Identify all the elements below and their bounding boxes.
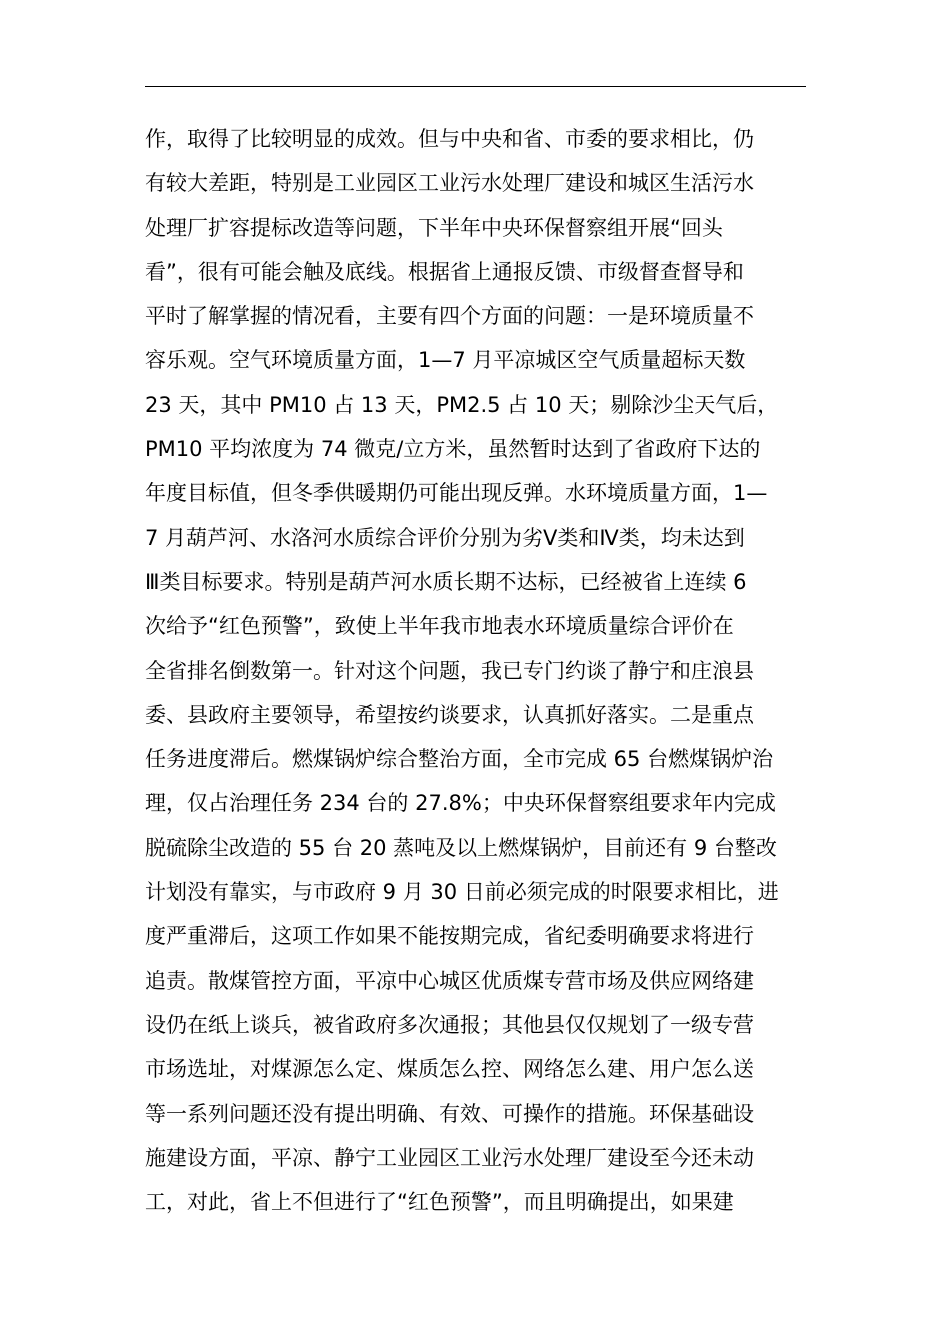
text-line: 度严重滞后，这项工作如果不能按期完成，省纪委明确要求将进行 xyxy=(145,924,754,949)
text-line: 施建设方面，平凉、静宁工业园区工业污水处理厂建设至今还未动 xyxy=(145,1145,754,1170)
text-line: 有较大差距，特别是工业园区工业污水处理厂建设和城区生活污水 xyxy=(145,171,754,196)
text-line: 计划没有靠实，与市政府 9 月 30 日前必须完成的时限要求相比，进 xyxy=(145,880,779,905)
text-line: 年度目标值，但冬季供暖期仍可能出现反弹。水环境质量方面，1— xyxy=(145,481,768,506)
text-line: 23 天，其中 PM10 占 13 天，PM2.5 占 10 天；剔除沙尘天气后， xyxy=(145,392,779,417)
text-line: 等一系列问题还没有提出明确、有效、可操作的措施。环保基础设 xyxy=(145,1101,754,1126)
text-line: 看”，很有可能会触及底线。根据省上通报反馈、市级督查督导和 xyxy=(145,259,744,284)
text-line: 设仍在纸上谈兵，被省政府多次通报；其他县仅仅规划了一级专营 xyxy=(145,1012,754,1037)
text-line: 处理厂扩容提标改造等问题，下半年中央环保督察组开展“回头 xyxy=(145,215,723,240)
text-line: 工，对此，省上不但进行了“红色预警”，而且明确提出，如果建 xyxy=(145,1190,734,1215)
text-line: Ⅲ类目标要求。特别是葫芦河水质长期不达标，已经被省上连续 6 xyxy=(145,569,747,594)
text-line: 容乐观。空气环境质量方面，1—7 月平凉城区空气质量超标天数 xyxy=(145,348,746,373)
text-line: 脱硫除尘改造的 55 台 20 蒸吨及以上燃煤锅炉，目前还有 9 台整改 xyxy=(145,835,777,860)
header-rule xyxy=(145,86,806,87)
text-line: 次给予“红色预警”，致使上半年我市地表水环境质量综合评价在 xyxy=(145,614,734,639)
text-line: 平时了解掌握的情况看，主要有四个方面的问题：一是环境质量不 xyxy=(145,304,754,329)
text-line: 全省排名倒数第一。针对这个问题，我已专门约谈了静宁和庄浪县 xyxy=(145,658,754,683)
text-line: 理，仅占治理任务 234 台的 27.8%；中央环保督察组要求年内完成 xyxy=(145,791,776,816)
text-line: 作，取得了比较明显的成效。但与中央和省、市委的要求相比，仍 xyxy=(145,127,754,151)
text-line: PM10 平均浓度为 74 微克/立方米，虽然暂时达到了省政府下达的 xyxy=(145,437,761,462)
text-line: 委、县政府主要领导，希望按约谈要求，认真抓好落实。二是重点 xyxy=(145,702,754,727)
text-line: 7 月葫芦河、水洛河水质综合评价分别为劣Ⅴ类和Ⅳ类，均未达到 xyxy=(145,525,745,550)
text-line: 追责。散煤管控方面，平凉中心城区优质煤专营市场及供应网络建 xyxy=(145,968,754,993)
text-line: 任务进度滞后。燃煤锅炉综合整治方面，全市完成 65 台燃煤锅炉治 xyxy=(145,747,774,772)
body-text xyxy=(145,117,806,1224)
text-line: 市场选址，对煤源怎么定、煤质怎么控、网络怎么建、用户怎么送 xyxy=(145,1057,754,1082)
